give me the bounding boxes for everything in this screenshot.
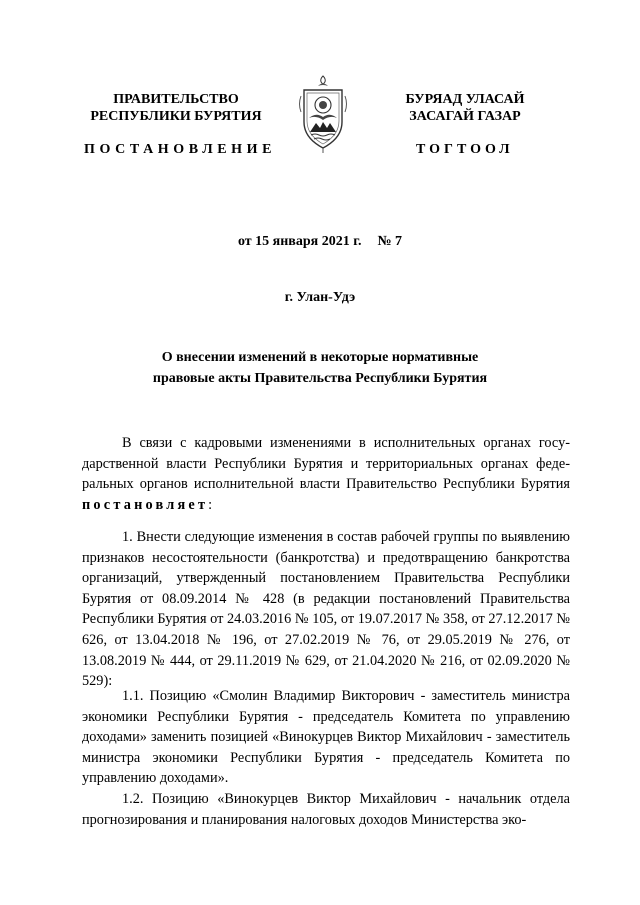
clause-1-1-paragraph: 1.1. Позицию «Смолин Владимир Викторович - заместитель министра экономики Республики Бурятия - председатель Комитета по управлению доходами» заменить позицией «Винокурцев Виктор Михайлович - заместитель министра экономики Республики Бурятия - председатель Комитета по управлению доходами». xyxy=(82,688,570,787)
issuer-buryat-line-1: БУРЯАД УЛАСАЙ xyxy=(405,92,525,107)
document-date: от 15 января 2021 г. xyxy=(237,234,362,249)
document-city: г. Улан-Удэ xyxy=(284,290,356,305)
document-number: № 7 xyxy=(377,234,403,249)
issuer-name-russian xyxy=(70,91,282,125)
issuer-line-2: РЕСПУБЛИКИ БУРЯТИЯ xyxy=(90,109,262,124)
issuer-buryat-line-2: ЗАСАГАЙ ГАЗАР xyxy=(409,109,521,124)
preamble-end: : xyxy=(208,496,213,513)
decision-keyword: постановляет xyxy=(82,496,209,513)
document-title-line-2: правовые акты Правительства Республики Бурятия xyxy=(152,371,488,386)
document-date-number xyxy=(0,233,640,250)
doc-kind-russian: ПОСТАНОВЛЕНИЕ xyxy=(84,142,277,157)
doc-kind-buryat: ТОГТООЛ xyxy=(416,142,514,157)
clause-1-paragraph: 1. Внести следующие изменения в состав рабочей группы по выявлению признаков несостоятельности (банкротства) и предотвращению банкротства организаций, утвержденный постановлением Правительства Республики Бурятия от 08.09.2014 № 428 (в редакции постановлений Правительства Республики Бурятия от 24.03.2016 № 105, от 19.07.2017 № 358, от 27.12.2017 № 626, от 13.04.2018 № 196, от 27.02.2019 № 76, от 29.05.2019 № 276, от 13.08.2019 № 444, от 29.11.2019 № 629, от 21.04.2020 № 216, от 02.09.2020 № 529): xyxy=(82,529,570,690)
clause-1-2-paragraph: 1.2. Позицию «Винокурцев Виктор Михайлович - начальник отдела прогнозирования и планирования налоговых доходов Министерства эко- xyxy=(82,791,570,828)
preamble-paragraph xyxy=(82,433,570,515)
issuer-name-buryat xyxy=(372,91,558,125)
issuer-line-1: ПРАВИТЕЛЬСТВО xyxy=(113,92,239,107)
document-title-line-1: О внесении изменений в некоторые нормативные xyxy=(161,350,479,365)
coat-of-arms-icon xyxy=(296,74,350,154)
preamble-text: В связи с кадровыми изменениями в исполнительных органах государственной власти Республики Бурятия и территориальных органах федеральных органов исполнительной власти Правительство Республики Бурятия xyxy=(82,435,570,493)
